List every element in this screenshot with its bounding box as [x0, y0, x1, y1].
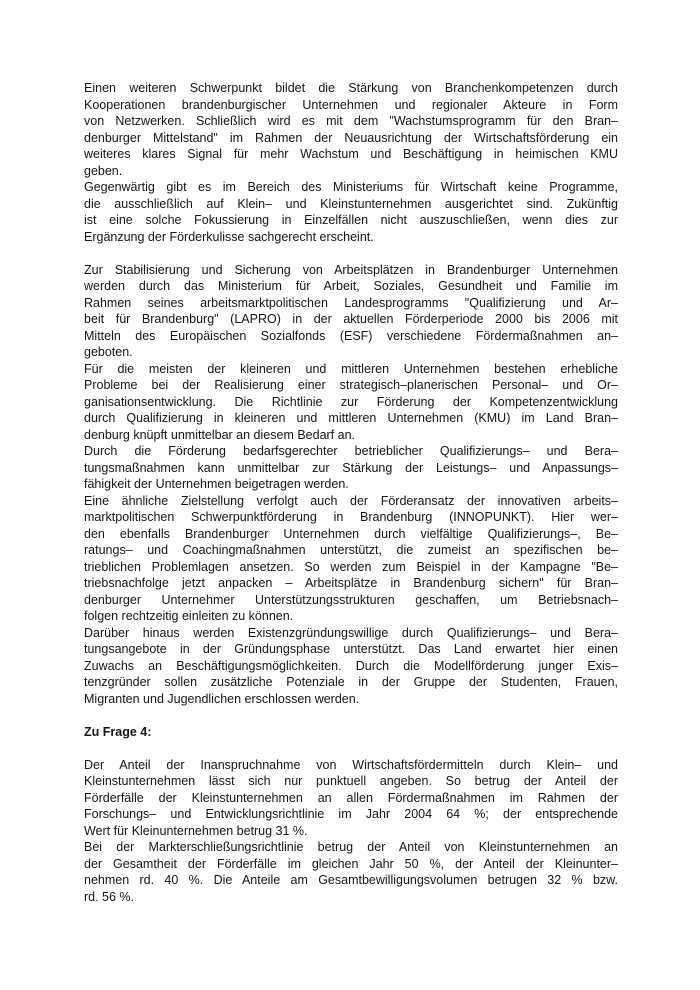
- text-line: von Netzwerken. Schließlich wird es mit dem "Wachstumsprogramm für den Bran–: [84, 114, 618, 128]
- text-line: tenzgründer sollen zusätzliche Potenziale in der Gruppe der Studenten, Frauen,: [84, 675, 618, 689]
- text-line: Ergänzung der Förderkulisse sachgerecht erscheint.: [84, 229, 374, 244]
- text-line: werden durch das Ministerium für Arbeit, Soziales, Gesundheit und Familie im: [84, 279, 618, 293]
- text-line: Migranten und Jugendlichen erschlossen werden.: [84, 691, 360, 706]
- text-line: Wert für Kleinunternehmen betrug 31 %.: [84, 823, 308, 838]
- text-line: denburger Mittelstand" im Rahmen der Neuausrichtung der Wirtschaftsförderung ein: [84, 130, 618, 145]
- text-line: Durch die Förderung bedarfsgerechter betrieblicher Qualifizierungs– und Bera–: [84, 444, 618, 458]
- text-line: Gegenwärtig gibt es im Bereich des Ministeriums für Wirtschaft keine Programme,: [84, 180, 618, 194]
- text-line: Probleme bei der Realisierung einer strategisch–planerischen Personal– und Or–: [84, 378, 618, 392]
- text-line: den ebenfalls Brandenburger Unternehmen durch vielfältige Qualifizierungs–, Be–: [84, 526, 618, 541]
- paragraph: [84, 179, 618, 245]
- text-line: die ausschließlich auf Klein– und Kleinstunternehmen ausgerichtet sind. Zukünftig: [84, 196, 618, 211]
- paragraph-spacer: [84, 707, 618, 724]
- text-line: marktpolitischen Schwerpunktförderung in Brandenburg (INNOPUNKT). Hier wer–: [84, 510, 618, 524]
- text-line: ratungs– und Coachingmaßnahmen unterstützt, die zumeist an spezifischen be–: [84, 543, 618, 557]
- text-line: Forschungs– und Entwicklungsrichtlinie im Jahr 2004 64 %; der entsprechende: [84, 807, 618, 821]
- text-line: folgen rechtzeitig einleiten zu können.: [84, 609, 294, 623]
- text-line: tungsmaßnahmen kann unmittelbar zur Stärkung der Leistungs– und Anpassungs–: [84, 460, 618, 475]
- text-line: beit für Brandenburg" (LAPRO) in der aktuellen Förderperiode 2000 bis 2006 mit: [84, 312, 618, 326]
- paragraph: [84, 493, 618, 625]
- text-line: denburg knüpft unmittelbar an diesem Bedarf an.: [84, 427, 356, 442]
- text-line: Eine ähnliche Zielstellung verfolgt auch der Förderansatz der innovativen arbeits–: [84, 493, 618, 508]
- text-line: weiteres klares Signal für mehr Wachstum und Beschäftigung in heimischen KMU: [84, 147, 618, 161]
- text-line: Mitteln des Europäischen Sozialfonds (ESF) verschiedene Fördermaßnahmen an–: [84, 328, 618, 343]
- paragraph-spacer: [84, 245, 618, 262]
- paragraph: [84, 361, 618, 444]
- paragraph-spacer: [84, 740, 618, 757]
- text-line: Für die meisten der kleineren und mittleren Unternehmen bestehen erhebliche: [84, 361, 618, 376]
- paragraph: [84, 625, 618, 708]
- text-line: nehmen rd. 40 %. Die Anteile am Gesamtbewilligungsvolumen betrugen 32 % bzw.: [84, 873, 618, 887]
- text-line: der Gesamtheit der Förderfälle im gleichen Jahr 50 %, der Anteil der Kleinunter–: [84, 856, 618, 871]
- text-line: Kleinstunternehmen lässt sich nur punktuell angeben. So betrug der Anteil der: [84, 774, 618, 788]
- text-line: durch Qualifizierung in kleineren und mittleren Unternehmen (KMU) im Land Bran–: [84, 411, 618, 425]
- text-line: rd. 56 %.: [84, 889, 135, 904]
- text-line: ganisationsentwicklung. Die Richtlinie zur Förderung der Kompetenzentwicklung: [84, 394, 618, 409]
- paragraph: [84, 443, 618, 493]
- document-content: [84, 80, 618, 905]
- section-heading: Zu Frage 4:: [84, 724, 152, 739]
- paragraph: [84, 757, 618, 840]
- text-line: fähigkeit der Unternehmen beigetragen werden.: [84, 477, 349, 491]
- text-line: Darüber hinaus werden Existenzgründungswillige durch Qualifizierungs– und Bera–: [84, 625, 618, 640]
- text-line: Rahmen seines arbeitsmarktpolitischen Landesprogramms "Qualifizierung und Ar–: [84, 295, 618, 310]
- text-line: Der Anteil der Inanspruchnahme von Wirtschaftsfördermitteln durch Klein– und: [84, 757, 618, 772]
- text-line: geben.: [84, 163, 123, 178]
- paragraph: [84, 839, 618, 905]
- text-line: triebsnachfolge jetzt anpacken – Arbeitsplätze in Brandenburg sichern" für Bran–: [84, 576, 618, 590]
- paragraph: [84, 80, 618, 179]
- text-line: Bei der Markterschließungsrichtlinie betrug der Anteil von Kleinstunternehmen an: [84, 840, 618, 854]
- text-line: tungsangebote in der Gründungsphase unterstützt. Das Land erwartet hier einen: [84, 642, 618, 656]
- paragraph: [84, 262, 618, 361]
- text-line: Einen weiteren Schwerpunkt bildet die Stärkung von Branchenkompetenzen durch: [84, 81, 618, 95]
- text-line: geboten.: [84, 345, 133, 359]
- text-line: ist eine solche Fokussierung in Einzelfällen nicht auszuschließen, wenn dies zur: [84, 213, 618, 227]
- text-line: Zur Stabilisierung und Sicherung von Arbeitsplätzen in Brandenburger Unternehmen: [84, 262, 618, 277]
- text-line: Förderfälle der Kleinstunternehmen an allen Fördermaßnahmen im Rahmen der: [84, 790, 618, 805]
- text-line: denburger Unternehmer Unterstützungsstrukturen geschaffen, um Betriebsnach–: [84, 592, 618, 607]
- text-line: Zuwachs an Beschäftigungsmöglichkeiten. Durch die Modellförderung junger Exis–: [84, 658, 618, 673]
- text-line: Kooperationen brandenburgischer Unternehmen und regionaler Akteure in Form: [84, 97, 618, 112]
- text-line: trieblichen Problemlagen ansetzen. So werden zum Beispiel in der Kampagne "Be–: [84, 559, 618, 574]
